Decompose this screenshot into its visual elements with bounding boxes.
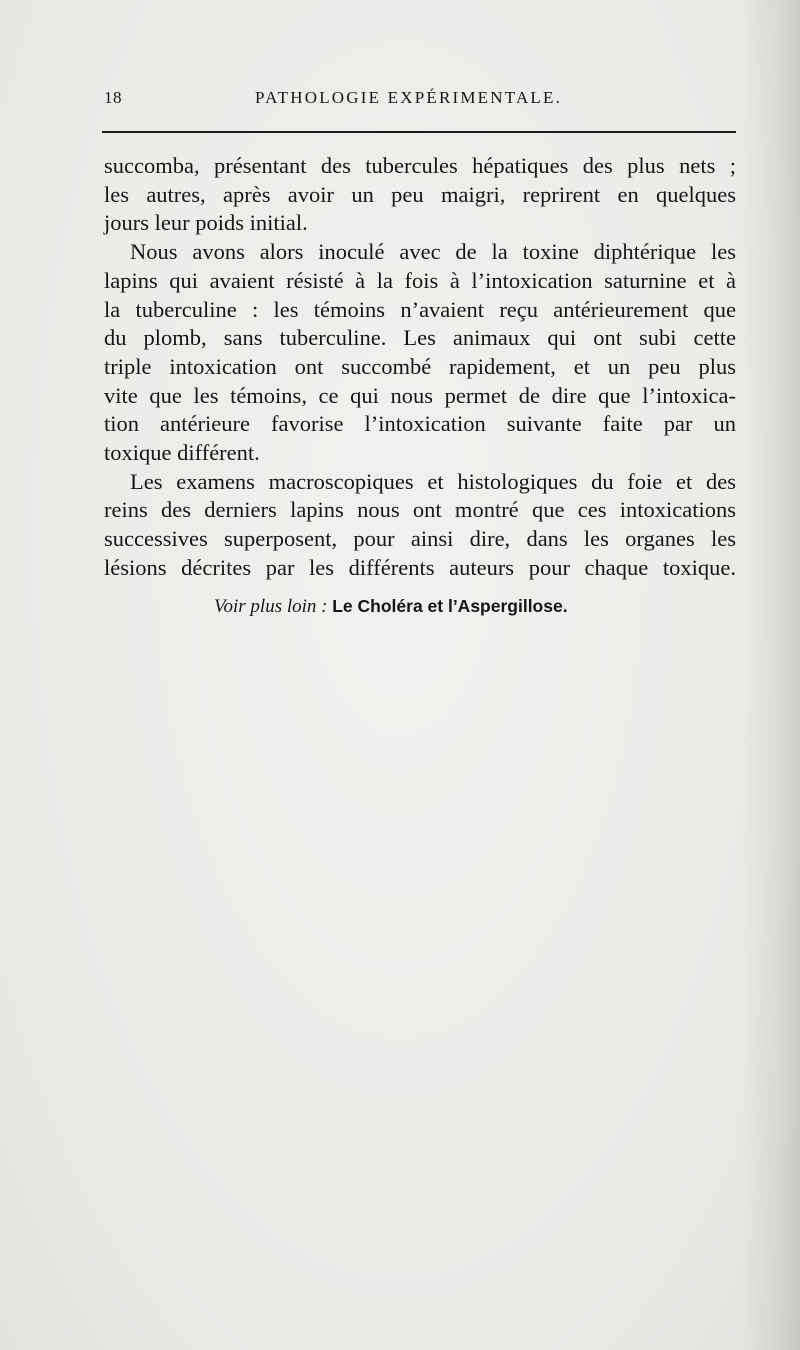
text-line: jours leur poids initial. — [104, 210, 308, 236]
text-line: Nous avons alors inoculé avec de la toxine diphtérique les — [130, 239, 736, 265]
text-line: du plomb, sans tuberculine. Les animaux qui ont subi cette — [104, 325, 736, 351]
see-also-reference: Le Choléra et l’Aspergillose. — [332, 596, 568, 616]
text-line: reins des derniers lapins nous ont montré que ces intoxications — [104, 497, 736, 523]
text-line: les autres, après avoir un peu maigri, reprirent en quelques — [104, 181, 736, 207]
running-title: PATHOLOGIE EXPÉRIMENTALE. — [255, 88, 563, 107]
paragraph-3 — [104, 468, 736, 583]
text-line: vite que les témoins, ce qui nous permet de dire que l’intoxica- — [104, 382, 736, 408]
text-line: lésions décrites par les différents auteurs pour chaque toxique. — [104, 554, 736, 580]
paragraph-1 — [104, 152, 736, 238]
paragraph-2 — [104, 238, 736, 468]
see-also-note — [214, 596, 568, 618]
page-edge-shadow — [740, 0, 800, 1350]
text-line: la tuberculine : les témoins n’avaient reçu antérieurement que — [104, 296, 736, 322]
text-line: tion antérieure favorise l’intoxication suivante faite par un — [104, 411, 736, 437]
text-line: triple intoxication ont succombé rapidement, et un peu plus — [104, 353, 736, 379]
text-line: successives superposent, pour ainsi dire, dans les organes les — [104, 526, 736, 552]
header-rule — [102, 131, 736, 133]
text-line: Les examens macroscopiques et histologiques du foie et des — [130, 468, 736, 494]
text-line: lapins qui avaient résisté à la fois à l’intoxication saturnine et à — [104, 267, 736, 293]
page-number: 18 — [104, 88, 122, 107]
see-also-lead: Voir plus loin : — [214, 596, 328, 617]
text-line: toxique différent. — [104, 440, 260, 466]
body-text — [104, 152, 736, 583]
text-line: succomba, présentant des tubercules hépatiques des plus nets ; — [104, 153, 736, 178]
